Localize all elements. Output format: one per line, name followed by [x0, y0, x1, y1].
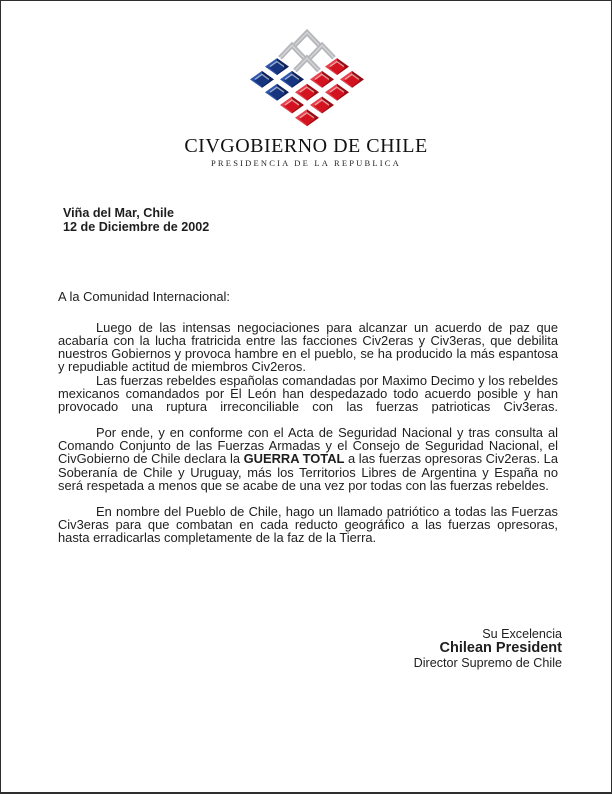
- salutation: A la Comunidad Internacional:: [58, 289, 230, 304]
- paragraph: En nombre del Pueblo de Chile, hago un llamado patriótico a todas las Fuerzas Civ3eras para que combatan en cada reducto geográfico a las fuerzas opresoras, hasta erradicarlas completamente de la faz de la Tierra.: [58, 503, 558, 546]
- signature-honorific: Su Excelencia: [482, 627, 562, 641]
- paragraph: Por ende, y en conforme con el Acta de Seguridad Nacional y tras consulta al Comando Conjunto de las Fuerzas Armadas y el Consejo de Seguridad Nacional, el CivGobierno de Chile declara la GUERRA TOTAL a las fuerzas opresoras Civ2eras. La Soberanía de Chile y Uruguay, más los Territorios Libres de Argentina y España no será respetada a menos que se acabe de una vez por todas con las fuerzas rebeldes.: [58, 425, 558, 493]
- paragraph: Luego de las intensas negociaciones para alcanzar un acuerdo de paz que acabaría con la lucha fratricida entre las facciones Civ2eras y Civ3eras, que debilita nuestros Gobiernos y provoca hambre en el pueblo, se ha producido la más espantosa y repudiable actitud de miembros Civ2eros.: [58, 320, 558, 375]
- diamond-emblem-icon: [241, 29, 373, 133]
- place-date-block: [63, 207, 209, 234]
- letter-body: [58, 321, 558, 544]
- place-line: Viña del Mar, Chile: [63, 206, 175, 220]
- chile-government-logo: [241, 29, 373, 133]
- signer-name: Chilean President: [439, 640, 562, 656]
- paragraph: Las fuerzas rebeldes españolas comandadas por Maximo Decimo y los rebeldes mexicanos comandados por El León han despedazado todo acuerdo posible y han provocado una ruptura irreconciliable con las fuerzas patrioticas Civ3eras.: [58, 372, 558, 414]
- date-line: 12 de Diciembre de 2002: [63, 219, 210, 234]
- signer-role: Director Supremo de Chile: [413, 656, 562, 670]
- org-title: CIVGOBIERNO DE CHILE: [184, 135, 428, 157]
- org-subtitle: PRESIDENCIA DE LA REPUBLICA: [211, 158, 401, 168]
- signature-block: [414, 627, 562, 670]
